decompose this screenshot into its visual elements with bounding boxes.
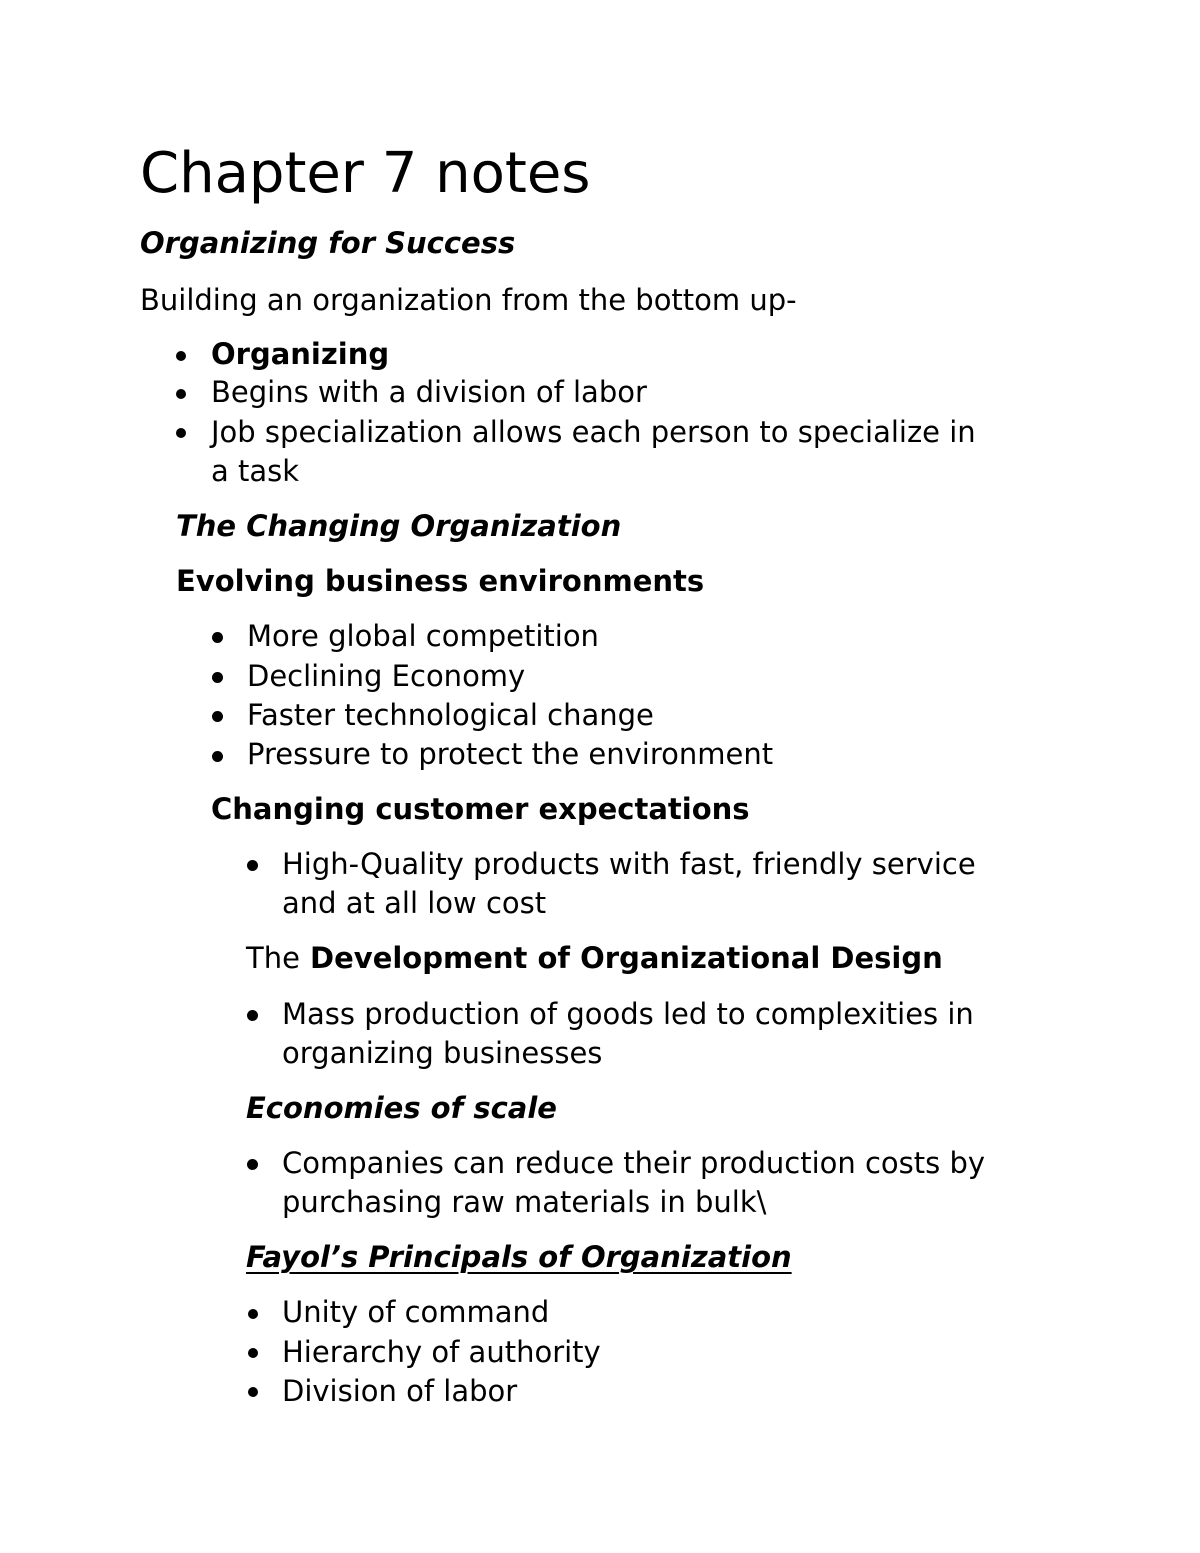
bullet-icon — [212, 632, 223, 643]
list-item-continuation: and at all low cost — [282, 886, 547, 920]
list-item: Declining Economy — [247, 659, 526, 693]
bullet-icon — [248, 1309, 258, 1319]
bullet-icon — [212, 751, 223, 762]
intro-paragraph: Building an organization from the bottom up- — [140, 283, 797, 317]
bullet-icon — [248, 1348, 258, 1358]
heading-customer-expectations: Changing customer expectations — [211, 792, 750, 826]
list-item-organizing: Organizing — [211, 337, 390, 371]
list-item: Hierarchy of authority — [282, 1335, 601, 1369]
bullet-icon — [248, 1387, 258, 1397]
list-item-continuation: purchasing raw materials in bulk\ — [282, 1185, 767, 1219]
heading-economies-of-scale: Economies of scale — [246, 1091, 557, 1125]
list-item-continuation: a task — [211, 454, 300, 488]
heading-evolving-environments: Evolving business environments — [176, 564, 705, 598]
heading-organizing-for-success: Organizing for Success — [140, 226, 516, 260]
heading-fayol-principals: Fayol’s Principals of Organization — [246, 1240, 792, 1274]
bullet-icon — [247, 860, 258, 871]
list-item: High-Quality products with fast, friendly service — [282, 847, 976, 881]
list-item: Mass production of goods led to complexities in — [282, 997, 974, 1031]
list-item: Companies can reduce their production costs by — [282, 1146, 986, 1180]
heading-rest: Development of Organizational Design — [310, 941, 943, 975]
bullet-icon — [247, 1159, 258, 1170]
page-title: Chapter 7 notes — [140, 141, 591, 206]
heading-development-design — [246, 941, 943, 975]
bullet-icon — [247, 1010, 258, 1021]
heading-changing-organization: The Changing Organization — [176, 509, 622, 543]
heading-prefix: The — [246, 941, 300, 975]
list-item: Faster technological change — [247, 698, 654, 732]
bullet-icon — [176, 351, 186, 361]
bullet-icon — [212, 711, 223, 722]
list-item: Pressure to protect the environment — [247, 737, 774, 771]
list-item-continuation: organizing businesses — [282, 1036, 603, 1070]
bullet-icon — [176, 428, 186, 438]
bullet-icon — [176, 389, 186, 399]
bullet-icon — [212, 672, 223, 683]
list-item: Job specialization allows each person to specialize in — [211, 415, 976, 449]
list-item: Unity of command — [282, 1295, 550, 1329]
list-item: More global competition — [247, 619, 599, 653]
list-item: Division of labor — [282, 1374, 518, 1408]
list-item: Begins with a division of labor — [211, 375, 647, 409]
